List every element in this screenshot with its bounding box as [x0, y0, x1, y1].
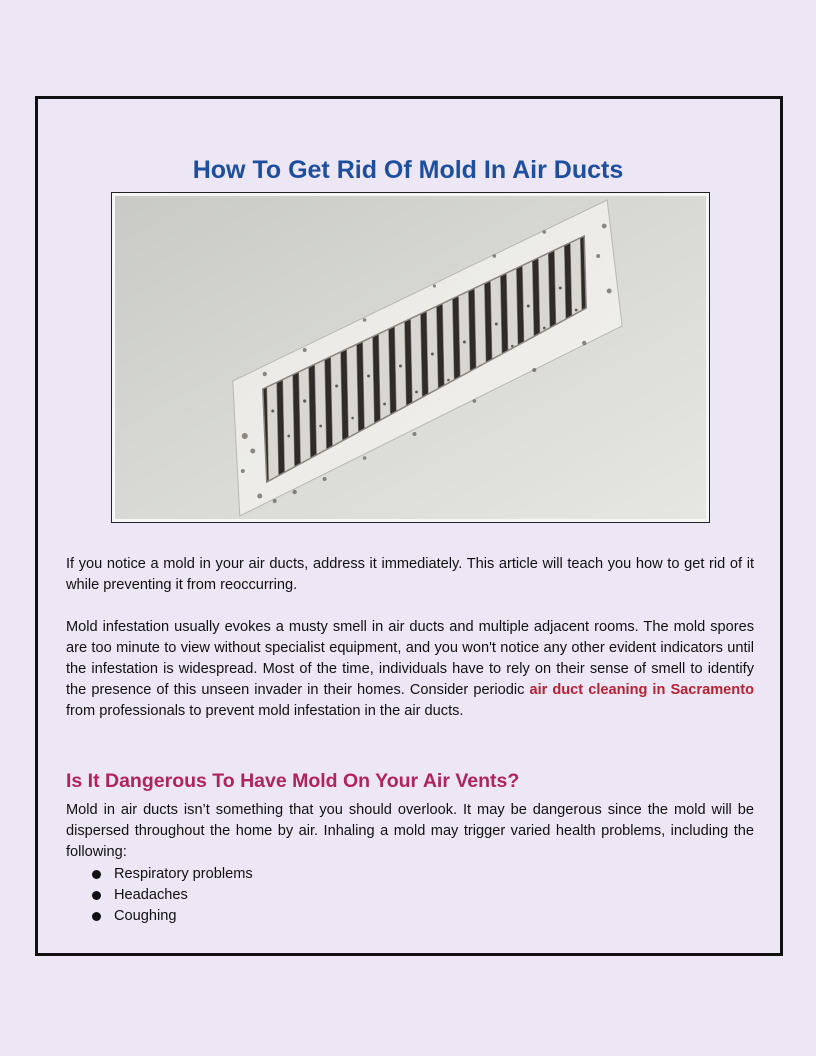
bullet-icon: [92, 870, 101, 879]
vent-photo: [111, 192, 710, 523]
list-item: [92, 864, 253, 885]
mold-infestation-paragraph: [66, 617, 754, 722]
intro-paragraph: If you notice a mold in your air ducts, address it immediately. This article will teach you how to get rid of it while preventing it from reoccurring.: [66, 556, 754, 593]
list-item-label: Headaches: [114, 887, 188, 904]
list-item: [92, 885, 253, 906]
list-item: [92, 906, 253, 927]
bullet-icon: [92, 891, 101, 900]
bullet-icon: [92, 912, 101, 921]
section-paragraph: Mold in air ducts isn’t something that you should overlook. It may be dangerous since the mold will be dispersed throughout the home by air. Inhaling a mold may trigger varied health problems, including the following:: [66, 802, 754, 860]
list-item-label: Coughing: [114, 908, 177, 925]
section-heading: Is It Dangerous To Have Mold On Your Air Vents?: [66, 770, 520, 792]
health-problems-list: [92, 864, 253, 928]
paragraph-text-before-link: Mold infestation usually evokes a musty smell in air ducts and multiple adjacent rooms. The mold spores are too minute to view without specialist equipment, and you won't notice any other evident indicators until the infestation is widespread. Most of the time, individuals have to rely on their sense of smell to identify the presence of this unseen invader in their homes. Consider periodic: [66, 619, 754, 698]
air-duct-cleaning-link[interactable]: air duct cleaning in Sacramento: [529, 682, 754, 698]
paragraph-text-after-link: from professionals to prevent mold infestation in the air ducts.: [66, 703, 464, 719]
list-item-label: Respiratory problems: [114, 866, 253, 882]
page-title: How To Get Rid Of Mold In Air Ducts: [192, 156, 624, 184]
moldy-vent-illustration: [115, 196, 706, 519]
